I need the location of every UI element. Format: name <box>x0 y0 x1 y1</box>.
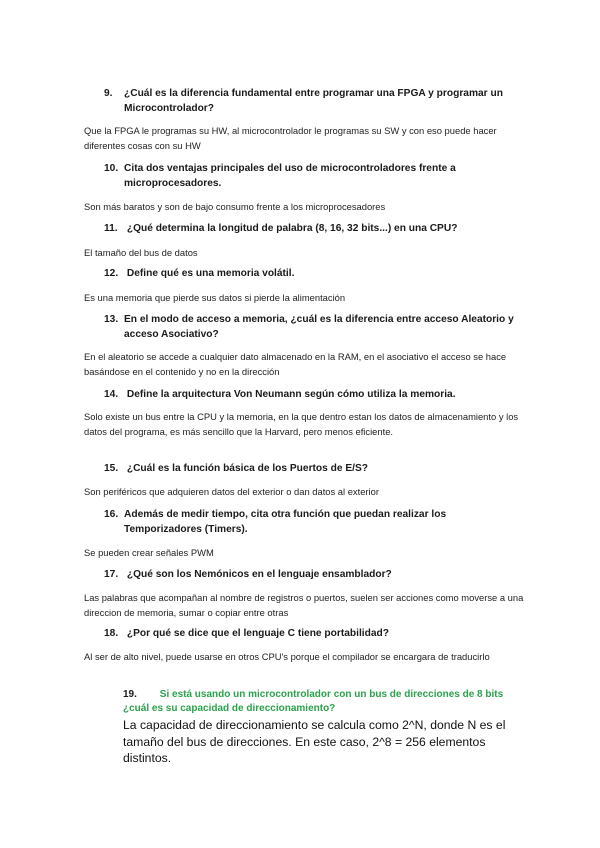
q19-number: 19. <box>123 689 137 700</box>
q11 <box>104 222 524 237</box>
a10: Son más baratos y son de bajo consumo frente a los microprocesadores <box>84 201 386 212</box>
q10-text: Cita dos ventajas principales del uso de microcontroladores frente a microprocesadores. <box>124 163 456 189</box>
q18-text: ¿Por qué se dice que el lenguaje C tiene portabilidad? <box>126 628 389 639</box>
q18 <box>104 627 524 642</box>
a13: En el aleatorio se accede a cualquier dato almacenado en la RAM, en el asociativo el acceso se hace basándose en el contenido y no en la dirección <box>84 351 507 377</box>
q13-text: En el modo de acceso a memoria, ¿cuál es la diferencia entre acceso Aleatorio y acceso Asociativo? <box>124 314 514 340</box>
q17-number: 17. <box>104 569 119 580</box>
a11: El tamaño del bus de datos <box>84 247 198 258</box>
q15 <box>104 462 524 477</box>
q19-text: Si está usando un microcontrolador con un bus de direcciones de 8 bits ¿cuál es su capacidad de direccionamiento? <box>123 689 504 714</box>
q19 <box>123 688 523 715</box>
q12 <box>104 267 524 282</box>
q10-number: 10. <box>104 163 119 174</box>
q9-text: ¿Cuál es la diferencia fundamental entre programar una FPGA y programar un Microcontrolador? <box>124 88 503 114</box>
a12: Es una memoria que pierde sus datos si pierde la alimentación <box>84 292 346 303</box>
a17: Las palabras que acompañan al nombre de registros o puertos, suelen ser acciones como moverse a una direccion de memoria, sumar o copiar entre otras <box>84 592 524 618</box>
q9-number: 9. <box>104 88 113 99</box>
q14-number: 14. <box>104 389 119 400</box>
a14: Solo existe un bus entre la CPU y la memoria, en la que dentro estan los datos de almacenamiento y los datos del programa, es más sencillo que la Harvard, pero menos eficiente. <box>84 411 519 437</box>
q15-number: 15. <box>104 463 119 474</box>
q11-text: ¿Qué determina la longitud de palabra (8, 16, 32 bits...) en una CPU? <box>126 223 458 234</box>
q13 <box>104 313 524 342</box>
a9: Que la FPGA le programas su HW, al microcontrolador le programas su SW y con eso puede hacer diferentes cosas con su HW <box>84 125 497 151</box>
q10 <box>104 162 524 191</box>
q17-text: ¿Qué son los Nemónicos en el lenguaje ensamblador? <box>126 569 392 580</box>
q16-number: 16. <box>104 509 119 520</box>
q16 <box>104 508 524 537</box>
a18: Al ser de alto nivel, puede usarse en otros CPU's porque el compilador se encargara de traducirlo <box>84 651 490 662</box>
q11-number: 11. <box>104 223 118 234</box>
q15-text: ¿Cuál es la función básica de los Puertos de E/S? <box>126 463 369 474</box>
q17 <box>104 568 524 583</box>
q12-text: Define qué es una memoria volátil. <box>126 268 295 279</box>
a16: Se pueden crear señales PWM <box>84 547 214 558</box>
a19: La capacidad de direccionamiento se calcula como 2^N, donde N es el tamaño del bus de direcciones. En este caso, 2^8 = 256 elementos distintos. <box>123 718 506 765</box>
q16-text: Además de medir tiempo, cita otra función que puedan realizar los Temporizadores (Timers). <box>124 509 447 535</box>
q13-number: 13. <box>104 314 119 325</box>
q18-number: 18. <box>104 628 119 639</box>
q9 <box>104 87 524 116</box>
q14-text: Define la arquitectura Von Neumann según cómo utiliza la memoria. <box>126 389 456 400</box>
q14 <box>104 388 524 403</box>
a15: Son periféricos que adquieren datos del exterior o dan datos al exterior <box>84 486 379 497</box>
q12-number: 12. <box>104 268 119 279</box>
